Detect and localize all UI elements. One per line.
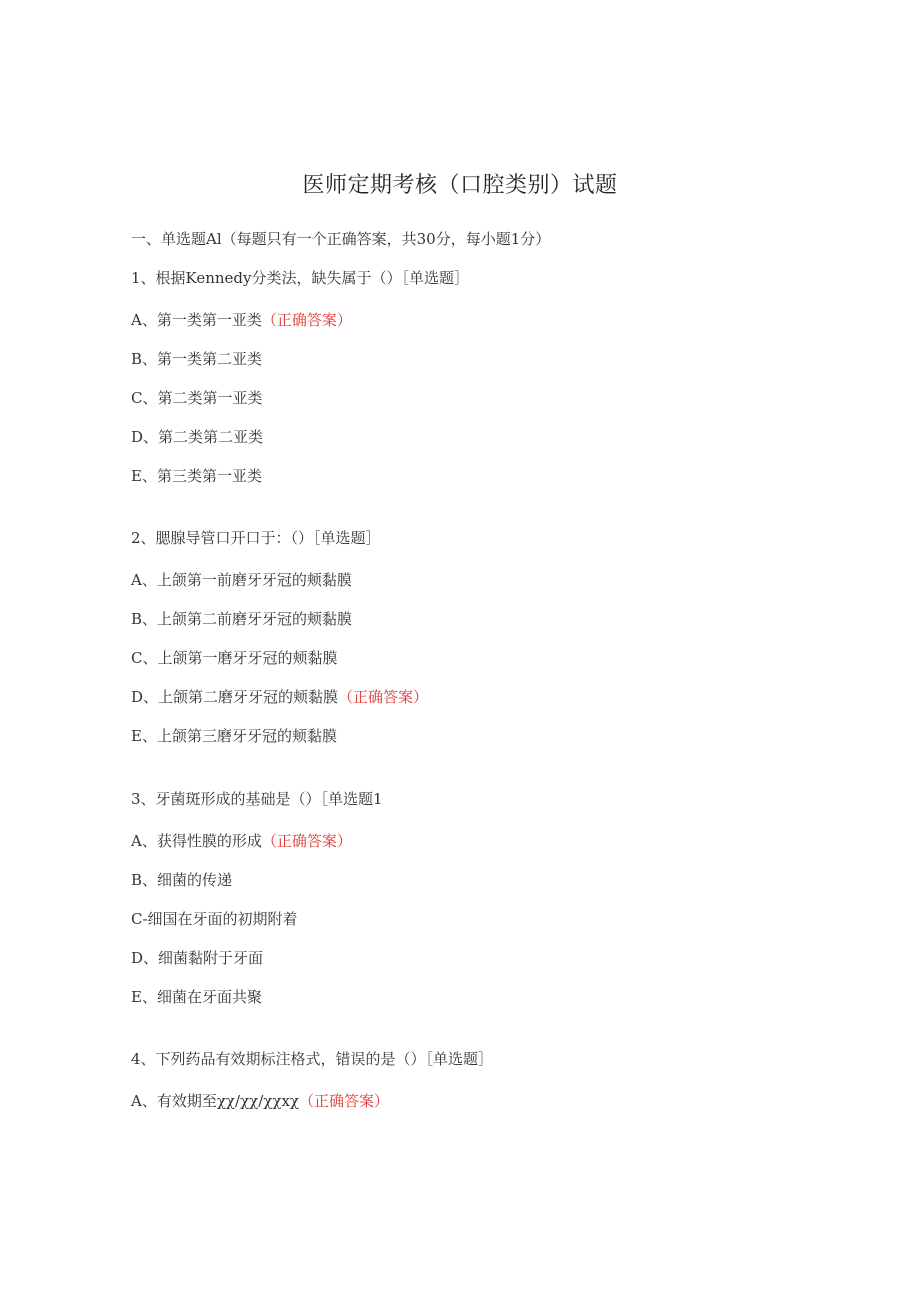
option-2b: B、上颌第二前磨牙牙冠的颊黏膜 xyxy=(131,610,353,628)
option-1c: C、第二类第一亚类 xyxy=(131,389,263,407)
option-2d xyxy=(131,687,428,707)
option-2c: C、上颌第一磨牙牙冠的颊黏膜 xyxy=(131,649,338,667)
option-3d: D、细菌黏附于牙面 xyxy=(131,949,264,967)
correct-answer-mark: （正确答案） xyxy=(299,1092,390,1110)
option-1e: E、第三类第一亚类 xyxy=(131,467,262,485)
question-stem-3: 3、牙菌斑形成的基础是（）［单选题1 xyxy=(131,790,383,808)
question-stem-2: 2、腮腺导管口开口于：（）［单选题］ xyxy=(131,529,381,547)
option-2a: A、上颌第一前磨牙牙冠的颊黏膜 xyxy=(131,571,352,589)
question-stem-4: 4、下列药品有效期标注格式，错误的是（）［单选题］ xyxy=(131,1050,494,1068)
option-text: A、获得性膜的形成 xyxy=(131,832,262,850)
option-3c: C-细国在牙面的初期附着 xyxy=(131,910,298,928)
correct-answer-mark: （正确答案） xyxy=(261,311,352,329)
correct-answer-mark: （正确答案） xyxy=(338,688,429,706)
question-stem-1: 1、根据Kennedy分类法，缺失属于（）［单选题］ xyxy=(131,269,469,287)
option-1a xyxy=(131,310,352,330)
option-3b: B、细菌的传递 xyxy=(131,871,233,889)
option-text: D、上颌第二磨牙牙冠的颊黏膜 xyxy=(131,688,339,706)
option-text: A、有效期至χχ/χχ/χχxχ xyxy=(131,1092,300,1110)
correct-answer-mark: （正确答案） xyxy=(261,832,352,850)
option-3e: E、细菌在牙面共聚 xyxy=(131,988,262,1006)
option-3a xyxy=(131,831,352,851)
option-2e: E、上颌第三磨牙牙冠的颊黏膜 xyxy=(131,727,337,745)
option-text: A、第一类第一亚类 xyxy=(131,311,262,329)
option-1b: B、第一类第二亚类 xyxy=(131,350,263,368)
section-heading: 一、单选题Al（每题只有一个正确答案，共30分，每小题1分） xyxy=(131,230,551,248)
document-title: 医师定期考核（口腔类别）试题 xyxy=(302,173,618,198)
option-1d: D、第二类第二亚类 xyxy=(131,428,264,446)
option-4a xyxy=(131,1091,389,1111)
